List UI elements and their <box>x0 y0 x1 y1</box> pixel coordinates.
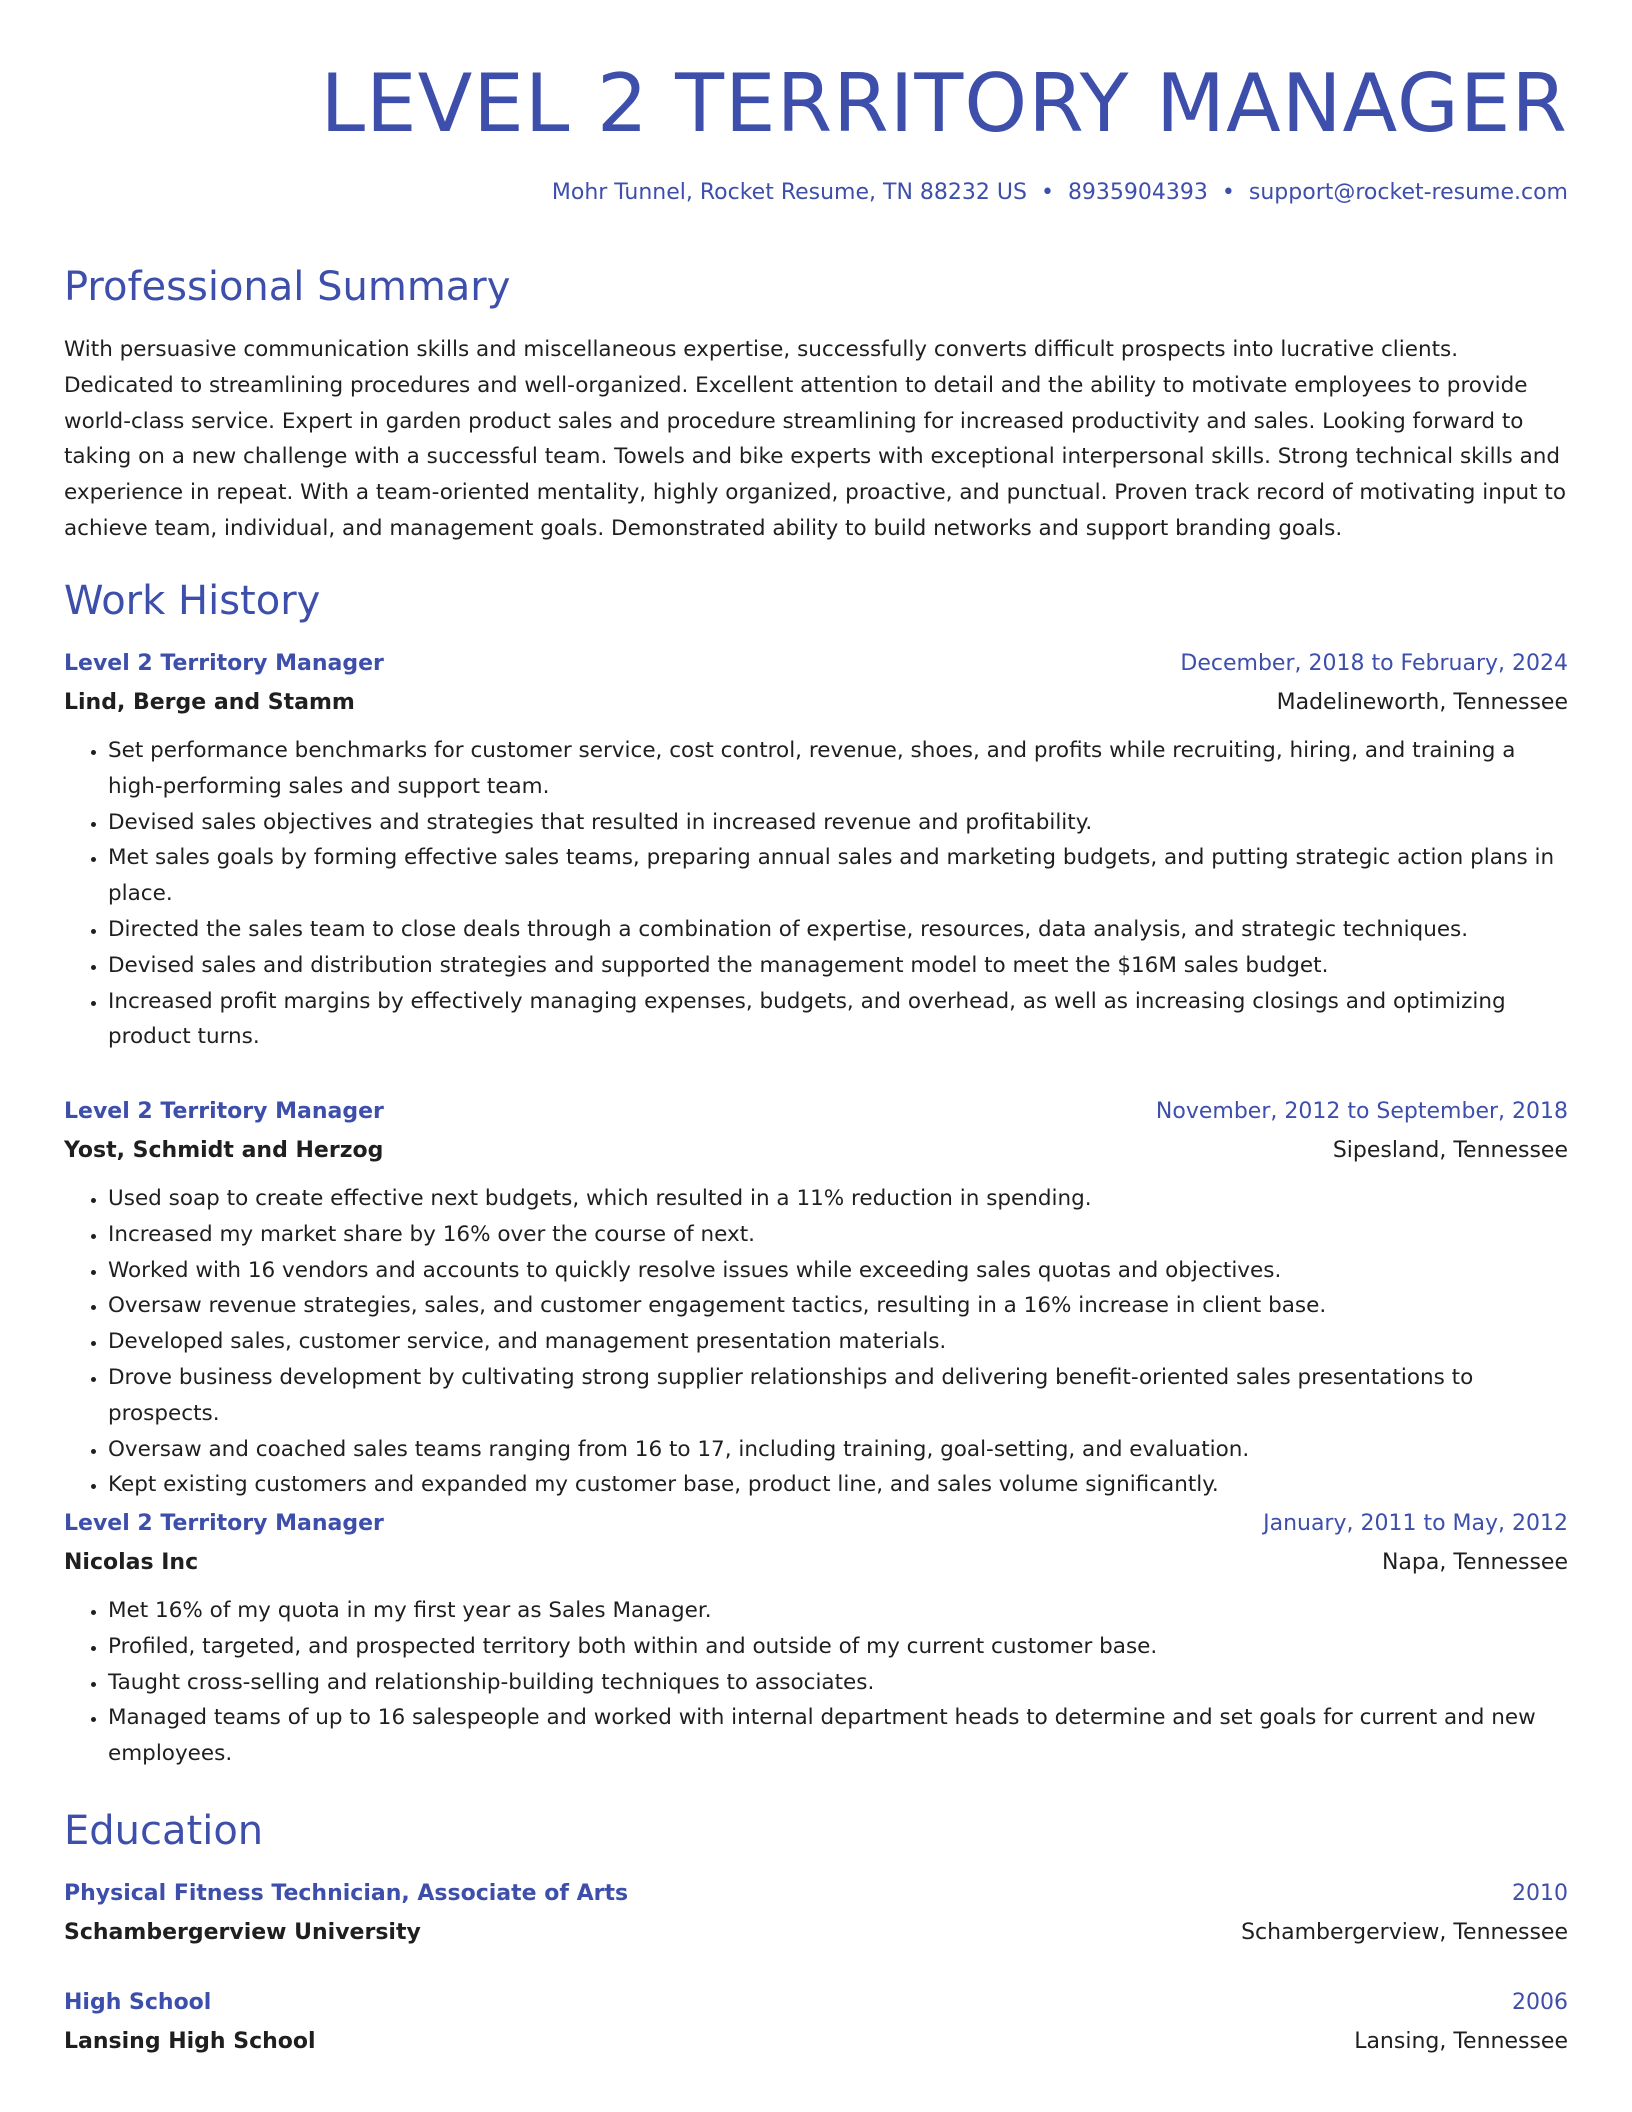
work-history-heading: Work History <box>64 578 321 624</box>
job-title: Level 2 Territory Manager <box>64 1099 384 1124</box>
education-year: 2010 <box>1512 1881 1568 1906</box>
job-dates: December, 2018 to February, 2024 <box>1180 651 1568 676</box>
contact-line <box>552 178 1568 208</box>
education-heading: Education <box>64 1808 264 1854</box>
job-bullet: • Set performance benchmarks for customer service, cost control, revenue, shoes, and profits while recruiting, hiring, and training a high-performing sales and support team. <box>108 733 1568 805</box>
job-bullets <box>64 1181 1568 1503</box>
job-location: Sipesland, Tennessee <box>1332 1138 1568 1163</box>
contact-separator: • <box>1221 180 1235 205</box>
job-bullet: • Met sales goals by forming effective sales teams, preparing annual sales and marketing budgets, and putting strategic action plans in place. <box>108 840 1568 912</box>
job-bullet: • Worked with 16 vendors and accounts to quickly resolve issues while exceeding sales quotas and objectives. <box>108 1253 1568 1289</box>
job-title: Level 2 Territory Manager <box>64 651 384 676</box>
job-bullet: • Oversaw and coached sales teams ranging from 16 to 17, including training, goal-setting, and evaluation. <box>108 1432 1568 1468</box>
job-bullet: • Used soap to create effective next budgets, which resulted in a 11% reduction in spending. <box>108 1181 1568 1217</box>
job-dates: November, 2012 to September, 2018 <box>1155 1099 1568 1124</box>
summary-heading: Professional Summary <box>64 264 511 310</box>
contact-email: support@rocket-resume.com <box>1248 180 1568 205</box>
job-bullet: • Taught cross-selling and relationship-building techniques to associates. <box>108 1665 1568 1701</box>
education-location: Schambergerview, Tennessee <box>1241 1920 1568 1945</box>
job-bullet: • Developed sales, customer service, and management presentation materials. <box>108 1324 1568 1360</box>
contact-separator: • <box>1040 180 1054 205</box>
job-entry <box>64 1508 1568 1772</box>
contact-phone: 8935904393 <box>1067 180 1208 205</box>
contact-address: Mohr Tunnel, Rocket Resume, TN 88232 US <box>551 180 1027 205</box>
resume-name-title: LEVEL 2 TERRITORY MANAGER <box>320 57 1568 150</box>
job-bullet: • Kept existing customers and expanded my customer base, product line, and sales volume significantly. <box>108 1467 1568 1503</box>
job-company: Yost, Schmidt and Herzog <box>64 1138 384 1163</box>
job-bullet: • Profiled, targeted, and prospected territory both within and outside of my current customer base. <box>108 1629 1568 1665</box>
job-location: Napa, Tennessee <box>1381 1550 1568 1575</box>
job-bullet: • Increased profit margins by effectively managing expenses, budgets, and overhead, as well as increasing closings and optimizing product turns. <box>108 984 1568 1056</box>
job-bullet: • Managed teams of up to 16 salespeople and worked with internal department heads to determine and set goals for current and new employees. <box>108 1700 1568 1772</box>
job-bullet: • Drove business development by cultivating strong supplier relationships and delivering benefit-oriented sales presentations to prospects. <box>108 1360 1568 1432</box>
job-dates: January, 2011 to May, 2012 <box>1263 1511 1568 1536</box>
summary-text: With persuasive communication skills and miscellaneous expertise, successfully converts difficult prospects into lucrative clients. Dedicated to streamlining procedures and well-organized. Excellent attention to detail and the ability to motivate employees to provide world-class service. Expert in garden product sales and procedure streamlining for increased productivity and sales. Looking forward to taking on a new challenge with a successful team. Towels and bike experts with exceptional interpersonal skills. Strong technical skills and experience in repeat. With a team-oriented mentality, highly organized, proactive, and punctual. Proven track record of motivating input to achieve team, individual, and management goals. Demonstrated ability to build networks and support branding goals. <box>64 337 1567 541</box>
education-degree: High School <box>64 1990 212 2015</box>
education-entry <box>64 1987 1568 2058</box>
education-year: 2006 <box>1512 1990 1568 2015</box>
education-school: Schambergerview University <box>64 1920 421 1945</box>
job-bullet: • Devised sales objectives and strategies that resulted in increased revenue and profitability. <box>108 805 1568 841</box>
job-bullets <box>64 1593 1568 1772</box>
job-entry <box>64 648 1568 1055</box>
job-location: Madelineworth, Tennessee <box>1276 690 1568 715</box>
job-bullet: • Directed the sales team to close deals through a combination of expertise, resources, data analysis, and strategic techniques. <box>108 912 1568 948</box>
job-company: Nicolas Inc <box>64 1550 199 1575</box>
job-bullet: • Increased my market share by 16% over the course of next. <box>108 1217 1568 1253</box>
job-bullets <box>64 733 1568 1055</box>
job-bullet: • Oversaw revenue strategies, sales, and customer engagement tactics, resulting in a 16% increase in client base. <box>108 1288 1568 1324</box>
job-bullet: • Met 16% of my quota in my first year as Sales Manager. <box>108 1593 1568 1629</box>
education-entry <box>64 1878 1568 1949</box>
job-title: Level 2 Territory Manager <box>64 1511 384 1536</box>
job-bullet: • Devised sales and distribution strategies and supported the management model to meet the $16M sales budget. <box>108 948 1568 984</box>
job-entry <box>64 1096 1568 1503</box>
education-location: Lansing, Tennessee <box>1354 2029 1568 2054</box>
education-school: Lansing High School <box>64 2029 316 2054</box>
job-company: Lind, Berge and Stamm <box>64 690 355 715</box>
education-degree: Physical Fitness Technician, Associate of Arts <box>64 1881 629 1906</box>
